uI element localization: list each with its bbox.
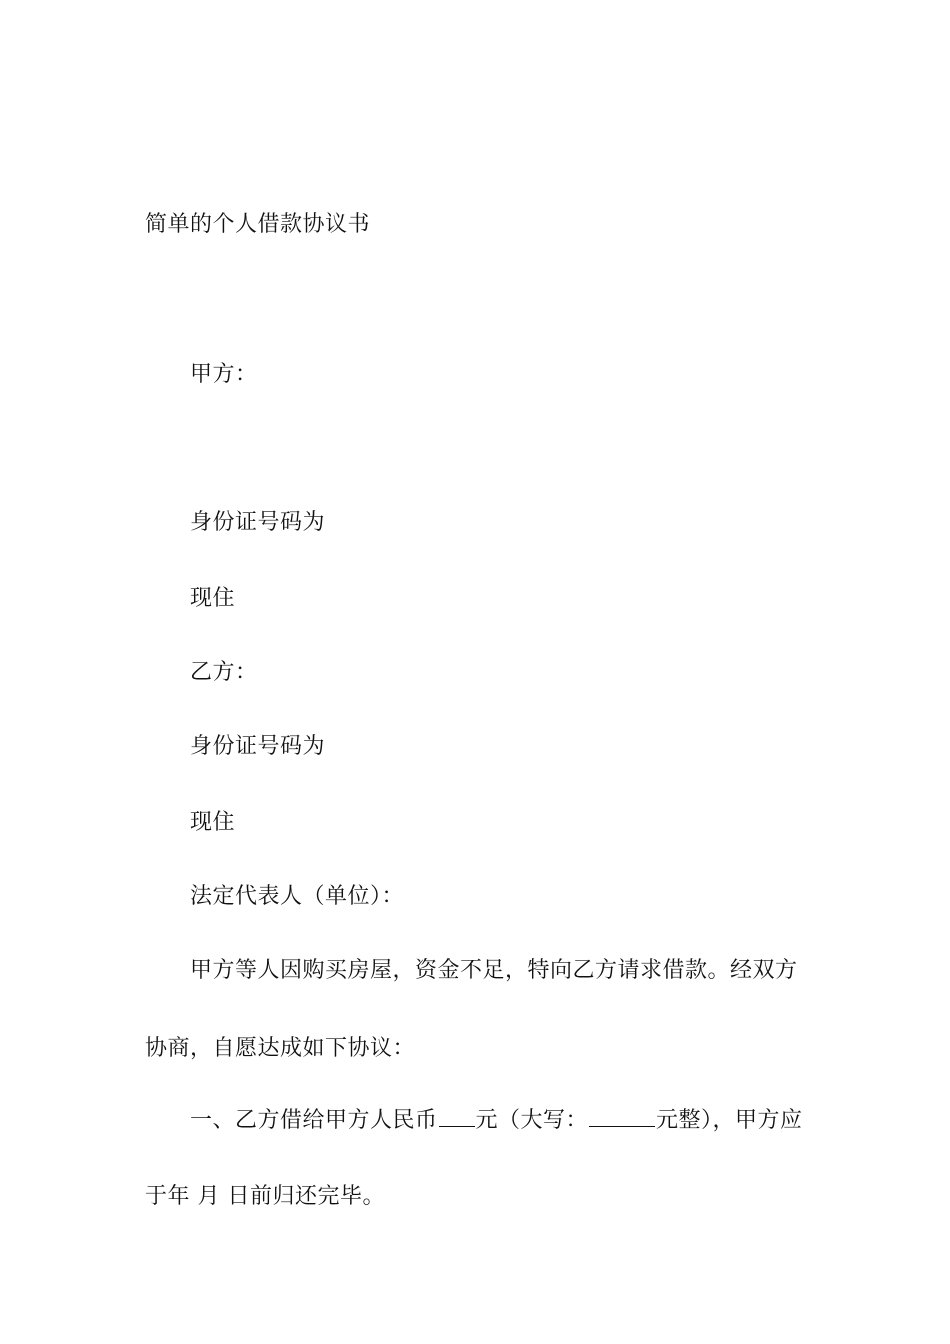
intro-paragraph-line1: 甲方等人因购买房屋，资金不足，特向乙方请求借款。经双方	[190, 958, 798, 983]
clause-1-line2: 于年 月 日前归还完毕。	[145, 1184, 385, 1209]
amount-in-words-blank	[589, 1106, 655, 1127]
clause-1-line1	[190, 1106, 803, 1136]
amount-blank	[439, 1106, 475, 1127]
document-title: 简单的个人借款协议书	[145, 212, 371, 237]
party-b-id-number: 身份证号码为	[190, 734, 326, 759]
legal-representative: 法定代表人（单位）：	[190, 884, 405, 909]
party-a-address: 现住	[190, 586, 236, 611]
clause-1-text-b: 元（大写：	[475, 1108, 589, 1133]
party-a-id-number: 身份证号码为	[190, 510, 326, 535]
clause-1-text-a: 一、乙方借给甲方人民币	[190, 1108, 438, 1133]
party-b-label: 乙方：	[190, 660, 258, 685]
party-a-label: 甲方：	[190, 362, 258, 387]
party-b-address: 现住	[190, 810, 236, 835]
intro-paragraph-line2: 协商，自愿达成如下协议：	[145, 1036, 416, 1061]
clause-1-text-c: 元整），甲方应	[656, 1108, 803, 1133]
